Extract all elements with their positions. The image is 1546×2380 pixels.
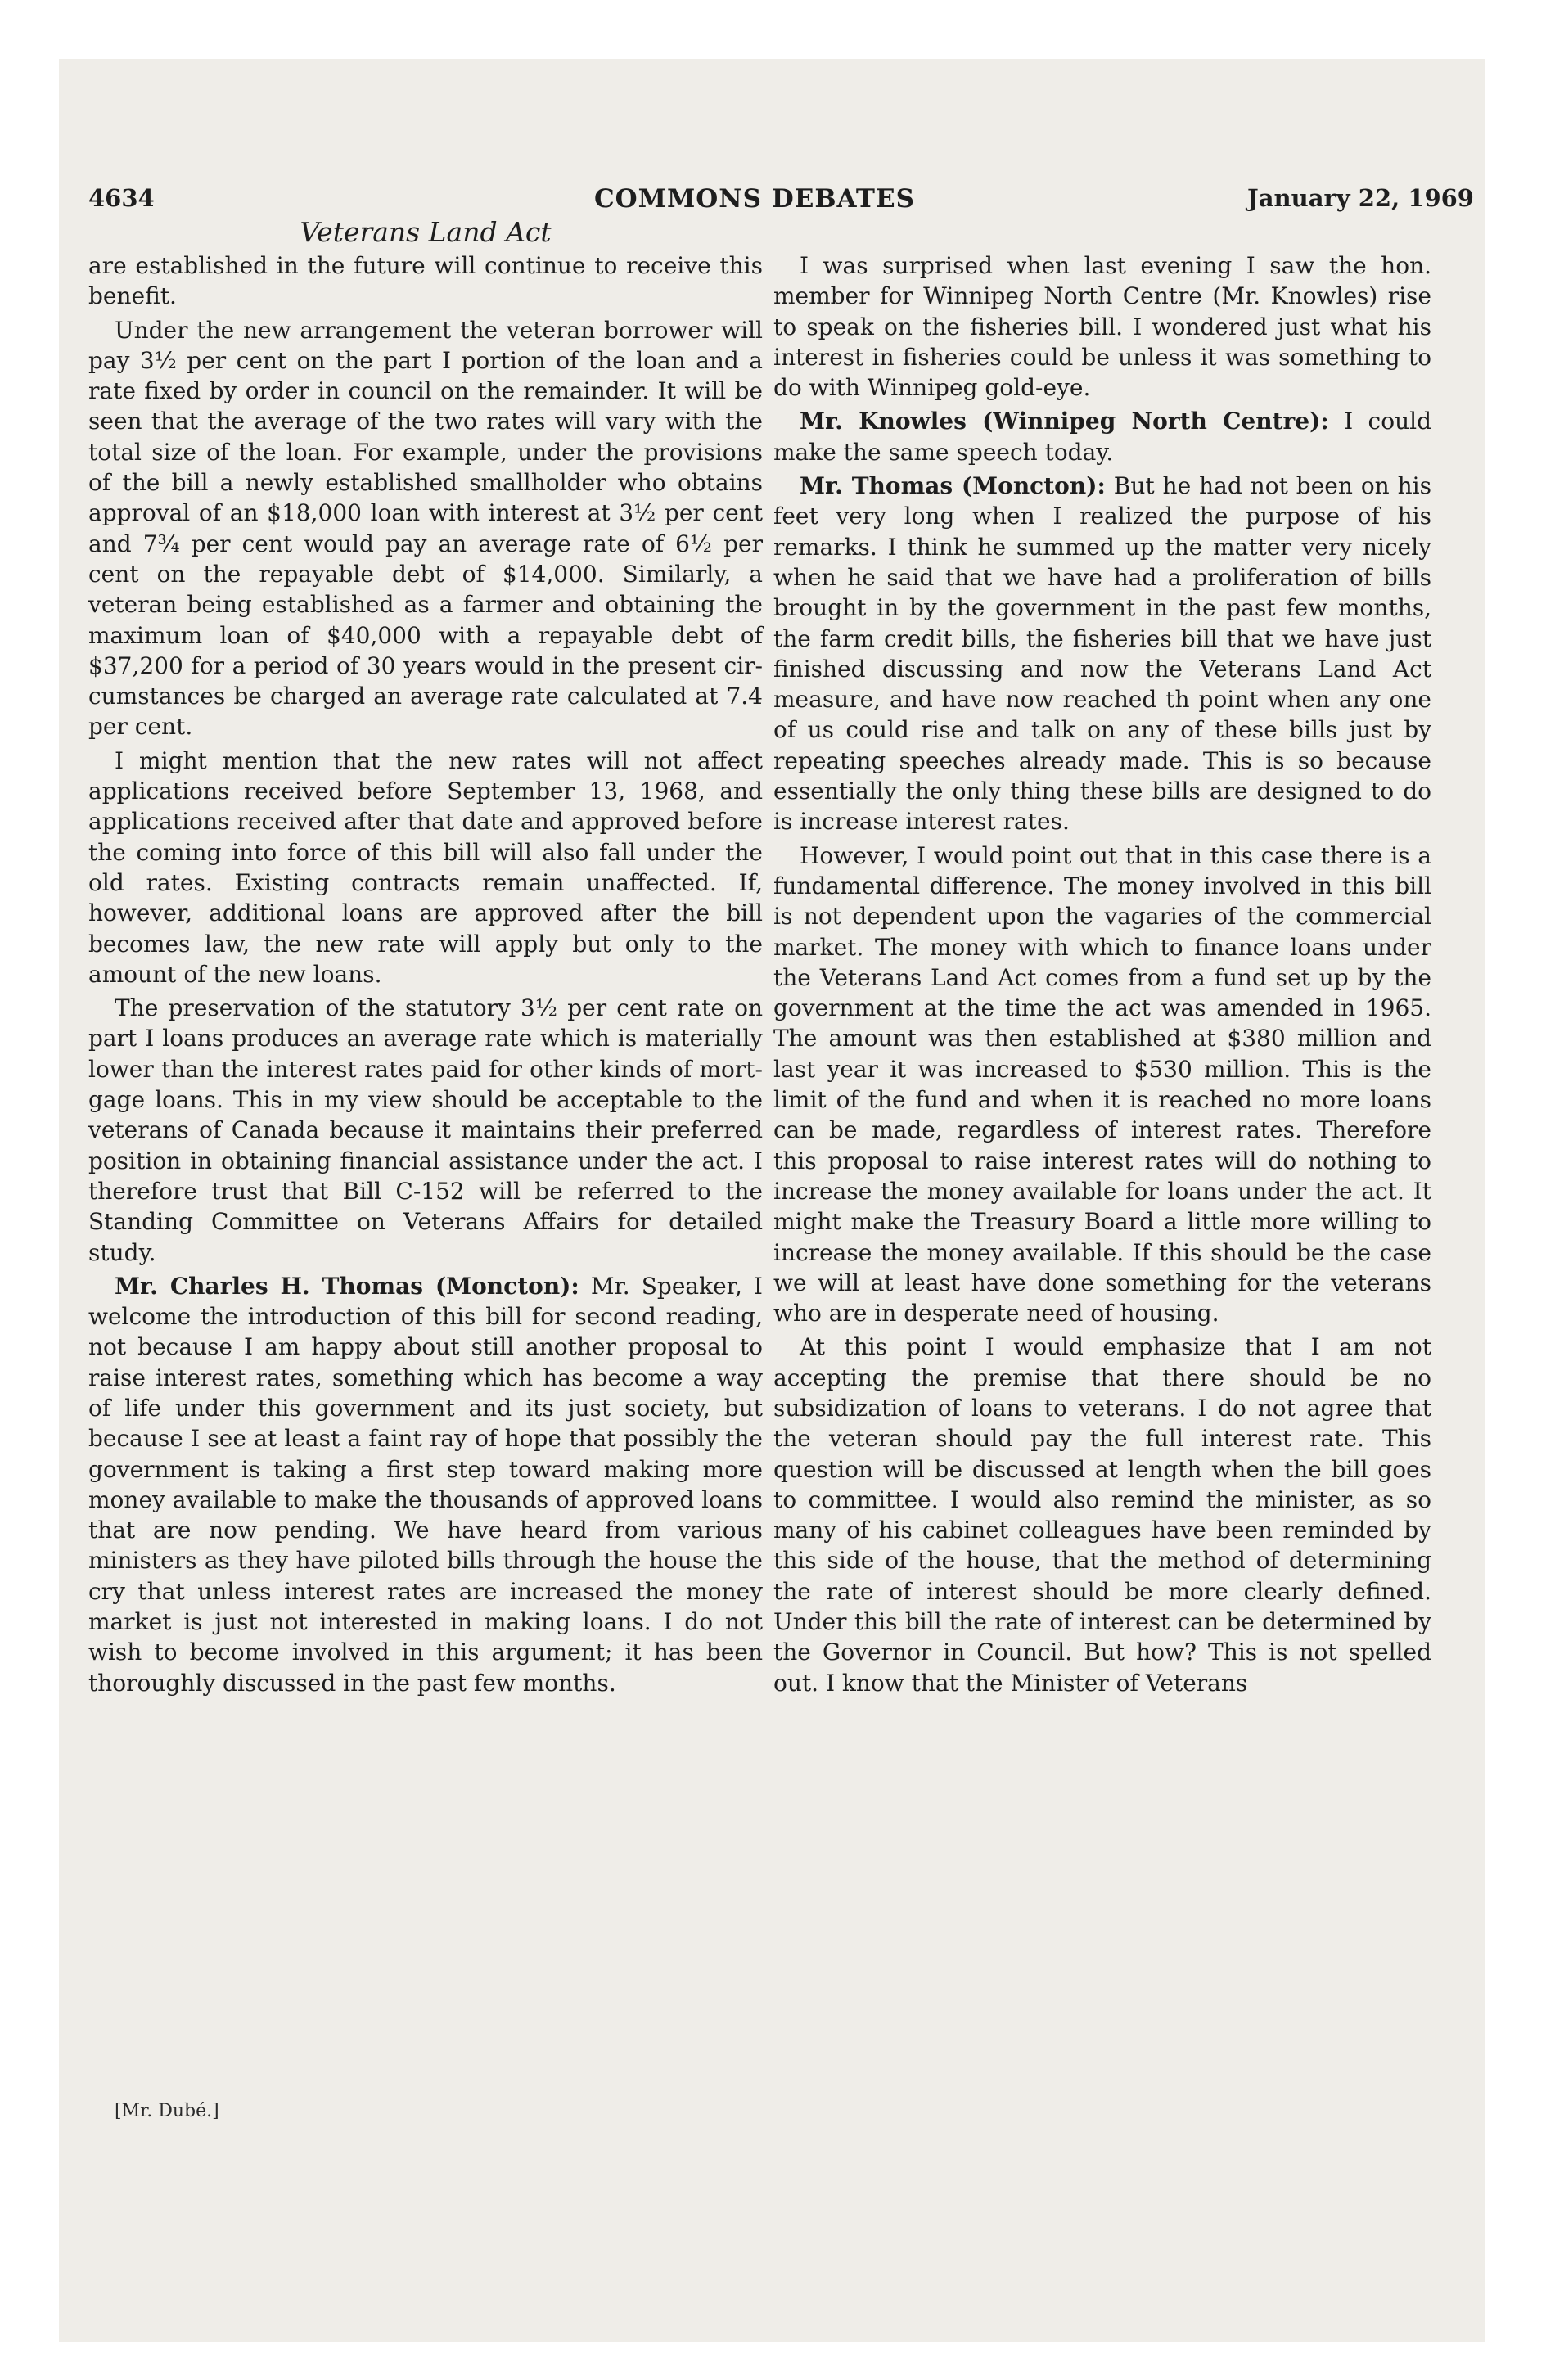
speaker-name: Mr. Knowles (Winnipeg North Centre): bbox=[800, 408, 1329, 435]
paragraph: However, I would point out that in this case there is a fundamental difference. The money involved in this bill is not dependent upon the vagaries of the commercial market. The money with which to finance loans under the Veterans Land Act comes from a fund set up by the government at the time the act was amended in 1965. The amount was then established at $380 million and last year it was increased to $530 million. This is the limit of the fund and when it is reached no more loans can be made, regardless of interest rates. Therefore this proposal to raise interest rates will do nothing to increase the money available for loans under the act. It might make the Treasury Board a little more willing to increase the money available. If this should be the case we will at least have done something for the veterans who are in desperate need of housing. bbox=[773, 841, 1431, 1327]
speech-paragraph bbox=[88, 1271, 763, 1698]
speech-text: I could make the same speech today. bbox=[773, 408, 1432, 466]
speech-text: Mr. Speaker, I welcome the introduction of this bill for second reading, not because I am happy about still another proposal to raise interest rates, something which has become a way of life under this government and its just society, but because I see at least a faint ray of hope that possibly the government is taking a first step toward making more money available to make the thousands of approved loans that are now pending. We have heard from various ministers as they have piloted bills through the house the cry that unless interest rates are increased the money market is just not interested in making loans. I do not wish to become involved in this argument; it has been thoroughly discussed in the past few months. bbox=[88, 1272, 763, 1697]
running-title: Veterans Land Act bbox=[300, 216, 552, 248]
paragraph: are established in the future will continue to receive this benefit. bbox=[88, 252, 763, 310]
speaker-name: Mr. Charles H. Thomas (Moncton): bbox=[115, 1272, 579, 1300]
speaker-name: Mr. Thomas (Moncton): bbox=[800, 472, 1106, 500]
left-column bbox=[88, 250, 763, 1702]
paragraph: I might mention that the new rates will not affect applications received before September 13, 1968, and applications received after that date and approved before the coming into force of this bill will also fall under the old rates. Existing contracts remain unaffected. If, however, additional loans are approved after the bill becomes law, the new rate will apply but only to the amount of the new loans. bbox=[88, 746, 763, 988]
speech-text: But he had not been on his feet very long when I realized the purpose of his remarks. I think he summed up the matter very nicely when he said that we have had a proliferation of bills brought in by the government in the past few months, the farm credit bills, the fisheries bill that we have just finished discussing and now the Veterans Land Act measure, and have now reached th point when any one of us could rise and talk on any of these bills just by repeating speeches already made. This is so because essentially the only thing these bills are designed to do is increase interest rates. bbox=[773, 472, 1432, 836]
page-number: 4634 bbox=[88, 184, 155, 212]
paragraph: The preservation of the statutory 3½ per cent rate on part I loans produces an average rate which is materially lower than the interest rates paid for other kinds of mortgage loans. This in my view should be acceptable to the veterans of Canada because it maintains their preferred position in obtaining financial assistance under the act. I therefore trust that Bill C-152 will be referred to the Standing Committee on Veterans Affairs for detailed study. bbox=[88, 994, 763, 1266]
journal-title: COMMONS DEBATES bbox=[594, 184, 915, 214]
footnote: [Mr. Dubé.] bbox=[115, 2101, 219, 2121]
right-column bbox=[773, 250, 1431, 1702]
header-date: January 22, 1969 bbox=[1247, 184, 1474, 212]
speech-paragraph bbox=[773, 406, 1431, 467]
paragraph: I was surprised when last evening I saw the hon. member for Winnipeg North Centre (Mr. Knowles) rise to speak on the fisheries bill. I wondered just what his interest in fisheries could be unless it was something to do with Winnipeg gold-eye. bbox=[773, 252, 1431, 402]
paragraph: At this point I would emphasize that I am not accepting the premise that there should be no subsidization of loans to veterans. I do not agree that the veteran should pay the full interest rate. This question will be discussed at length when the bill goes to committee. I would also remind the minister, as so many of his cabinet colleagues have been reminded by this side of the house, that the method of determining the rate of interest should be more clearly defined. Under this bill the rate of interest can be determined by the Governor in Council. But how? This is not spelled out. I know that the Minister of Veterans bbox=[773, 1333, 1431, 1697]
paragraph: Under the new arrangement the veteran borrower will pay 3½ per cent on the part I portion of the loan and a rate fixed by order in council on the remainder. It will be seen that the average of the two rates will vary with the total size of the loan. For example, under the provisions of the bill a newly established smallholder who obtains approval of an $18,000 loan with interest at 3½ per cent and 7¾ per cent would pay an average rate of 6½ per cent on the repayable debt of $14,000. Similarly, a veteran being established as a farmer and obtaining the maximum loan of $40,000 with a repayable debt of $37,200 for a period of 30 years would in the present circumstances be charged an average rate calculated at 7.4 per cent. bbox=[88, 316, 763, 741]
speech-paragraph bbox=[773, 471, 1431, 837]
